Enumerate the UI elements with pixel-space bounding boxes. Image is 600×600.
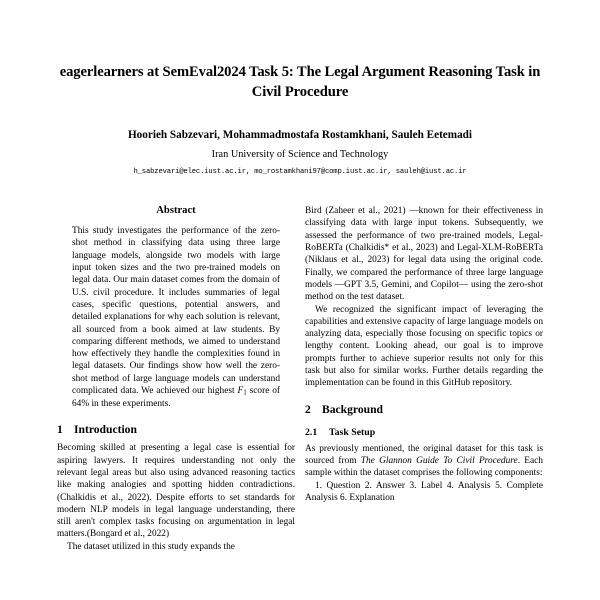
subsection-title-task-setup: Task Setup: [329, 426, 376, 438]
affiliation: Iran University of Science and Technology: [211, 148, 389, 160]
abstract-heading: Abstract: [156, 205, 196, 216]
author-emails: h_sabzevari@elec.iust.ac.ir, mo_rostamkhani97@comp.iust.ac.ir, sauleh@iust.ac.ir: [133, 168, 467, 177]
abstract-text-part-1: This study investigates the performance of the zero-shot method in classifying data using three large language models, alongside two models with large input token sizes and the two pre-trained models on legal data. Our main dataset comes from the domain of U.S. civil procedure. It includes summaries of legal cases, specific questions, potential answers, and detailed explanations for why each solution is relevant, all sourced from a book aimed at law students. By comparing different methods, we aimed to understand how effectively they handle the complexities found in legal datasets. Our findings show how well the zero-shot method of large language models can understand complicated data. We achieved our highest: [72, 226, 280, 397]
section-heading-introduction: [57, 423, 295, 436]
author-list: Hoorieh Sabzevari, Mohammadmostafa Rostamkhani, Sauleh Eetemadi: [127, 129, 472, 142]
left-column: [57, 205, 295, 600]
abstract-section: [57, 205, 280, 410]
section-title-introduction: Introduction: [74, 423, 137, 437]
section-heading-background: [305, 403, 543, 416]
introduction-paragraph-1: Becoming skilled at presenting a legal case is essential for aspiring lawyers. It requires understanding not only the relevant legal areas but also using advanced reasoning tactics like making analogies and spotting hidden contradictions. (Chalkidis et al., 2022). Despite efforts to set standards for modern NLP models in legal language understanding, there still aren't complex tasks focusing on argumentation in legal matters.(Bongard et al., 2022): [57, 443, 295, 540]
page-title: eagerlearners at SemEval2024 Task 5: The Legal Argument Reasoning Task in Civil Procedure: [59, 64, 541, 101]
right-column-paragraph-2: We recognized the significant impact of leveraging the capabilities and extensive capacity of large language models on analyzing data, especially those focusing on specific topics or lengthy content. Looking ahead, our goal is to improve prompts further to achieve superior results not only for this task but also for similar works. Further details regarding the implementation can be found in this GitHub repository.: [305, 304, 543, 389]
f1-metric-subscript: 1: [243, 388, 247, 397]
task-setup-text-part-2: . Each sample within the dataset comprises the following components:: [305, 456, 543, 479]
f1-metric-symbol: F: [237, 386, 244, 397]
dataset-components-list: 1. Question 2. Answer 3. Label 4. Analysis 5. Complete Analysis 6. Explanation: [305, 480, 543, 503]
two-column-body: [0, 205, 600, 600]
task-setup-text-part-1: As previously mentioned, the original dataset for this task is sourced from: [305, 443, 543, 466]
introduction-paragraph-2-clipped: The dataset utilized in this study expands the: [67, 541, 235, 552]
section-number-introduction: 1: [57, 423, 63, 437]
referenced-book-title: The Glannon Guide To Civil Procedure: [360, 456, 518, 466]
abstract-text: [72, 225, 280, 410]
section-number-background: 2: [305, 402, 311, 416]
task-setup-paragraph: [305, 443, 543, 480]
section-title-background: Background: [322, 402, 383, 416]
right-column-continued-paragraph: Bird (Zaheer et al., 2021) —known for their effectiveness in classifying data with large input tokens. Subsequently, we assessed the performance of two pre-trained models, Legal-RoBERTa (Chalkidis* et al., 2023) and Legal-XLM-RoBERTa (Niklaus et al., 2023) for legal data using the original code. Finally, we compared the performance of three large language models —GPT 3.5, Gemini, and Copilot— using the zero-shot method on the test dataset.: [305, 206, 543, 303]
subsection-heading-task-setup: [305, 427, 543, 438]
right-column: [305, 205, 543, 600]
subsection-number-task-setup: 2.1: [305, 426, 318, 438]
paper-header: [0, 0, 600, 178]
abstract-text-part-2: score of 64% in these experiments.: [72, 386, 280, 409]
